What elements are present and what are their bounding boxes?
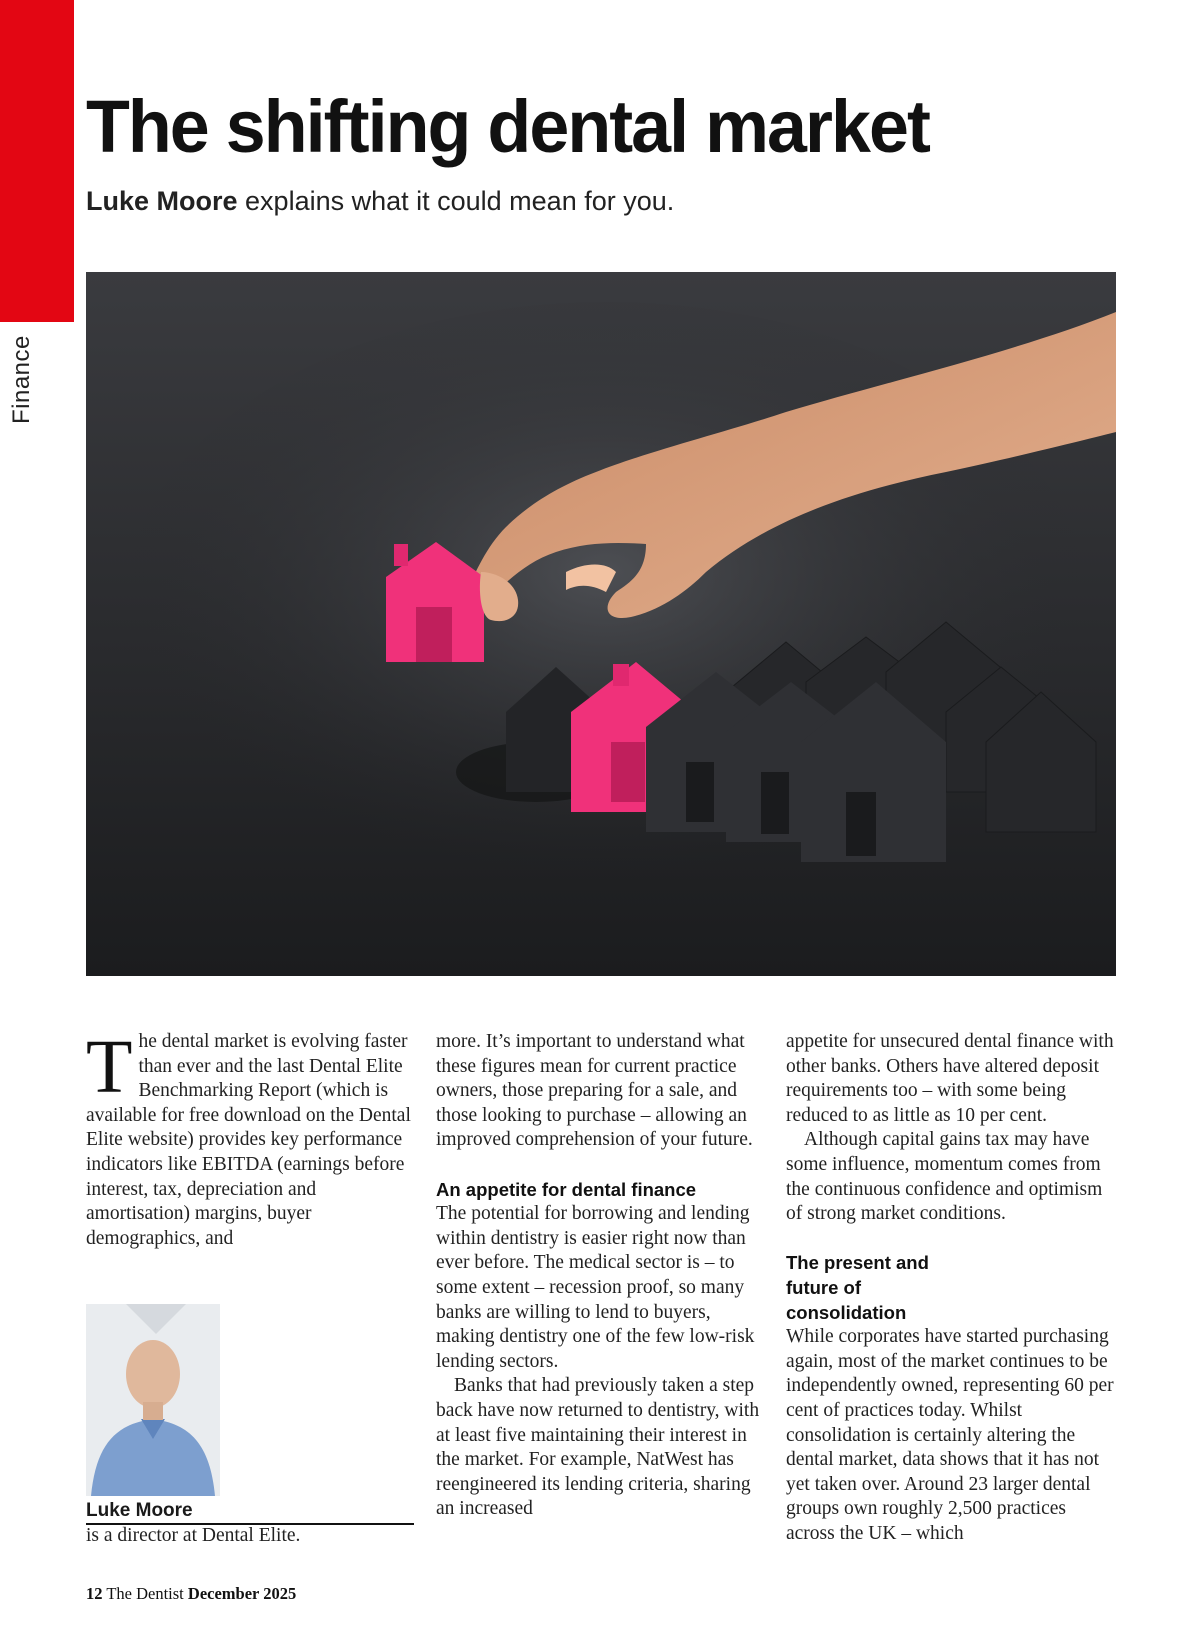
paragraph: The potential for borrowing and lending within dentistry is easier right now than ever before. The medical sector is – to some extent – recession proof, so many banks are willing to lend to buyers, making dentistry one of the few low-risk lending sectors. [436, 1203, 755, 1372]
section-label: Finance [8, 335, 35, 424]
paragraph: appetite for unsecured dental finance with other banks. Others have altered deposit requirements too – with some being reduced to as little as 10 per cent. [786, 1031, 1114, 1126]
hero-image [86, 272, 1116, 976]
article-column-1 [86, 1025, 416, 1251]
article-headline: The shifting dental market [86, 85, 929, 168]
author-role: is a director at Dental Elite. [86, 1525, 301, 1546]
article-column-2 [436, 1030, 766, 1522]
author-name: Luke Moore [86, 1500, 414, 1525]
author-photo [86, 1304, 220, 1496]
dropcap: T [86, 1025, 133, 1109]
subheading: The present and future of consolidation [786, 1252, 929, 1323]
subheading: An appetite for dental finance [436, 1178, 697, 1200]
publication-name: The Dentist [106, 1584, 184, 1603]
intro-text: he dental market is evolving faster than ever and the last Dental Elite Benchmarking Report (which is available for free download on the Dental Elite website) provides key performance indicators like EBITDA (earnings before interest, tax, depreciation and amortisation) margins, buyer demographics, and [86, 1031, 411, 1249]
paragraph: more. It’s important to understand what these figures mean for current practice owners, those preparing for a sale, and those looking to purchase – allowing an improved comprehension of your future. [436, 1031, 753, 1151]
paragraph: Although capital gains tax may have some influence, momentum comes from the continuous confidence and optimism of strong market conditions. [786, 1129, 1103, 1225]
article-column-3 [786, 1030, 1116, 1546]
standfirst [86, 186, 674, 217]
section-color-bar [0, 0, 74, 322]
standfirst-text: explains what it could mean for you. [237, 186, 675, 216]
issue-date: December 2025 [187, 1584, 297, 1603]
paragraph: Banks that had previously taken a step back have now returned to dentistry, with at least five maintaining their interest in the market. For example, NatWest has reengineered its lending criteria, sharing an increased [436, 1375, 760, 1520]
intro-paragraph [86, 1025, 416, 1251]
paragraph: While corporates have started purchasing again, most of the market continues to be independently owned, representing 60 per cent of practices today. Whilst consolidation is certainly altering the dental market, data shows that it has not yet taken over. Around 23 larger dental groups own roughly 2,500 practices across the UK – which [786, 1326, 1114, 1544]
standfirst-author: Luke Moore [86, 186, 238, 216]
hand-picking-pink-house-image [86, 272, 1116, 976]
page-footer [86, 1584, 296, 1604]
author-portrait-image [86, 1304, 220, 1496]
page-number: 12 [86, 1584, 103, 1603]
